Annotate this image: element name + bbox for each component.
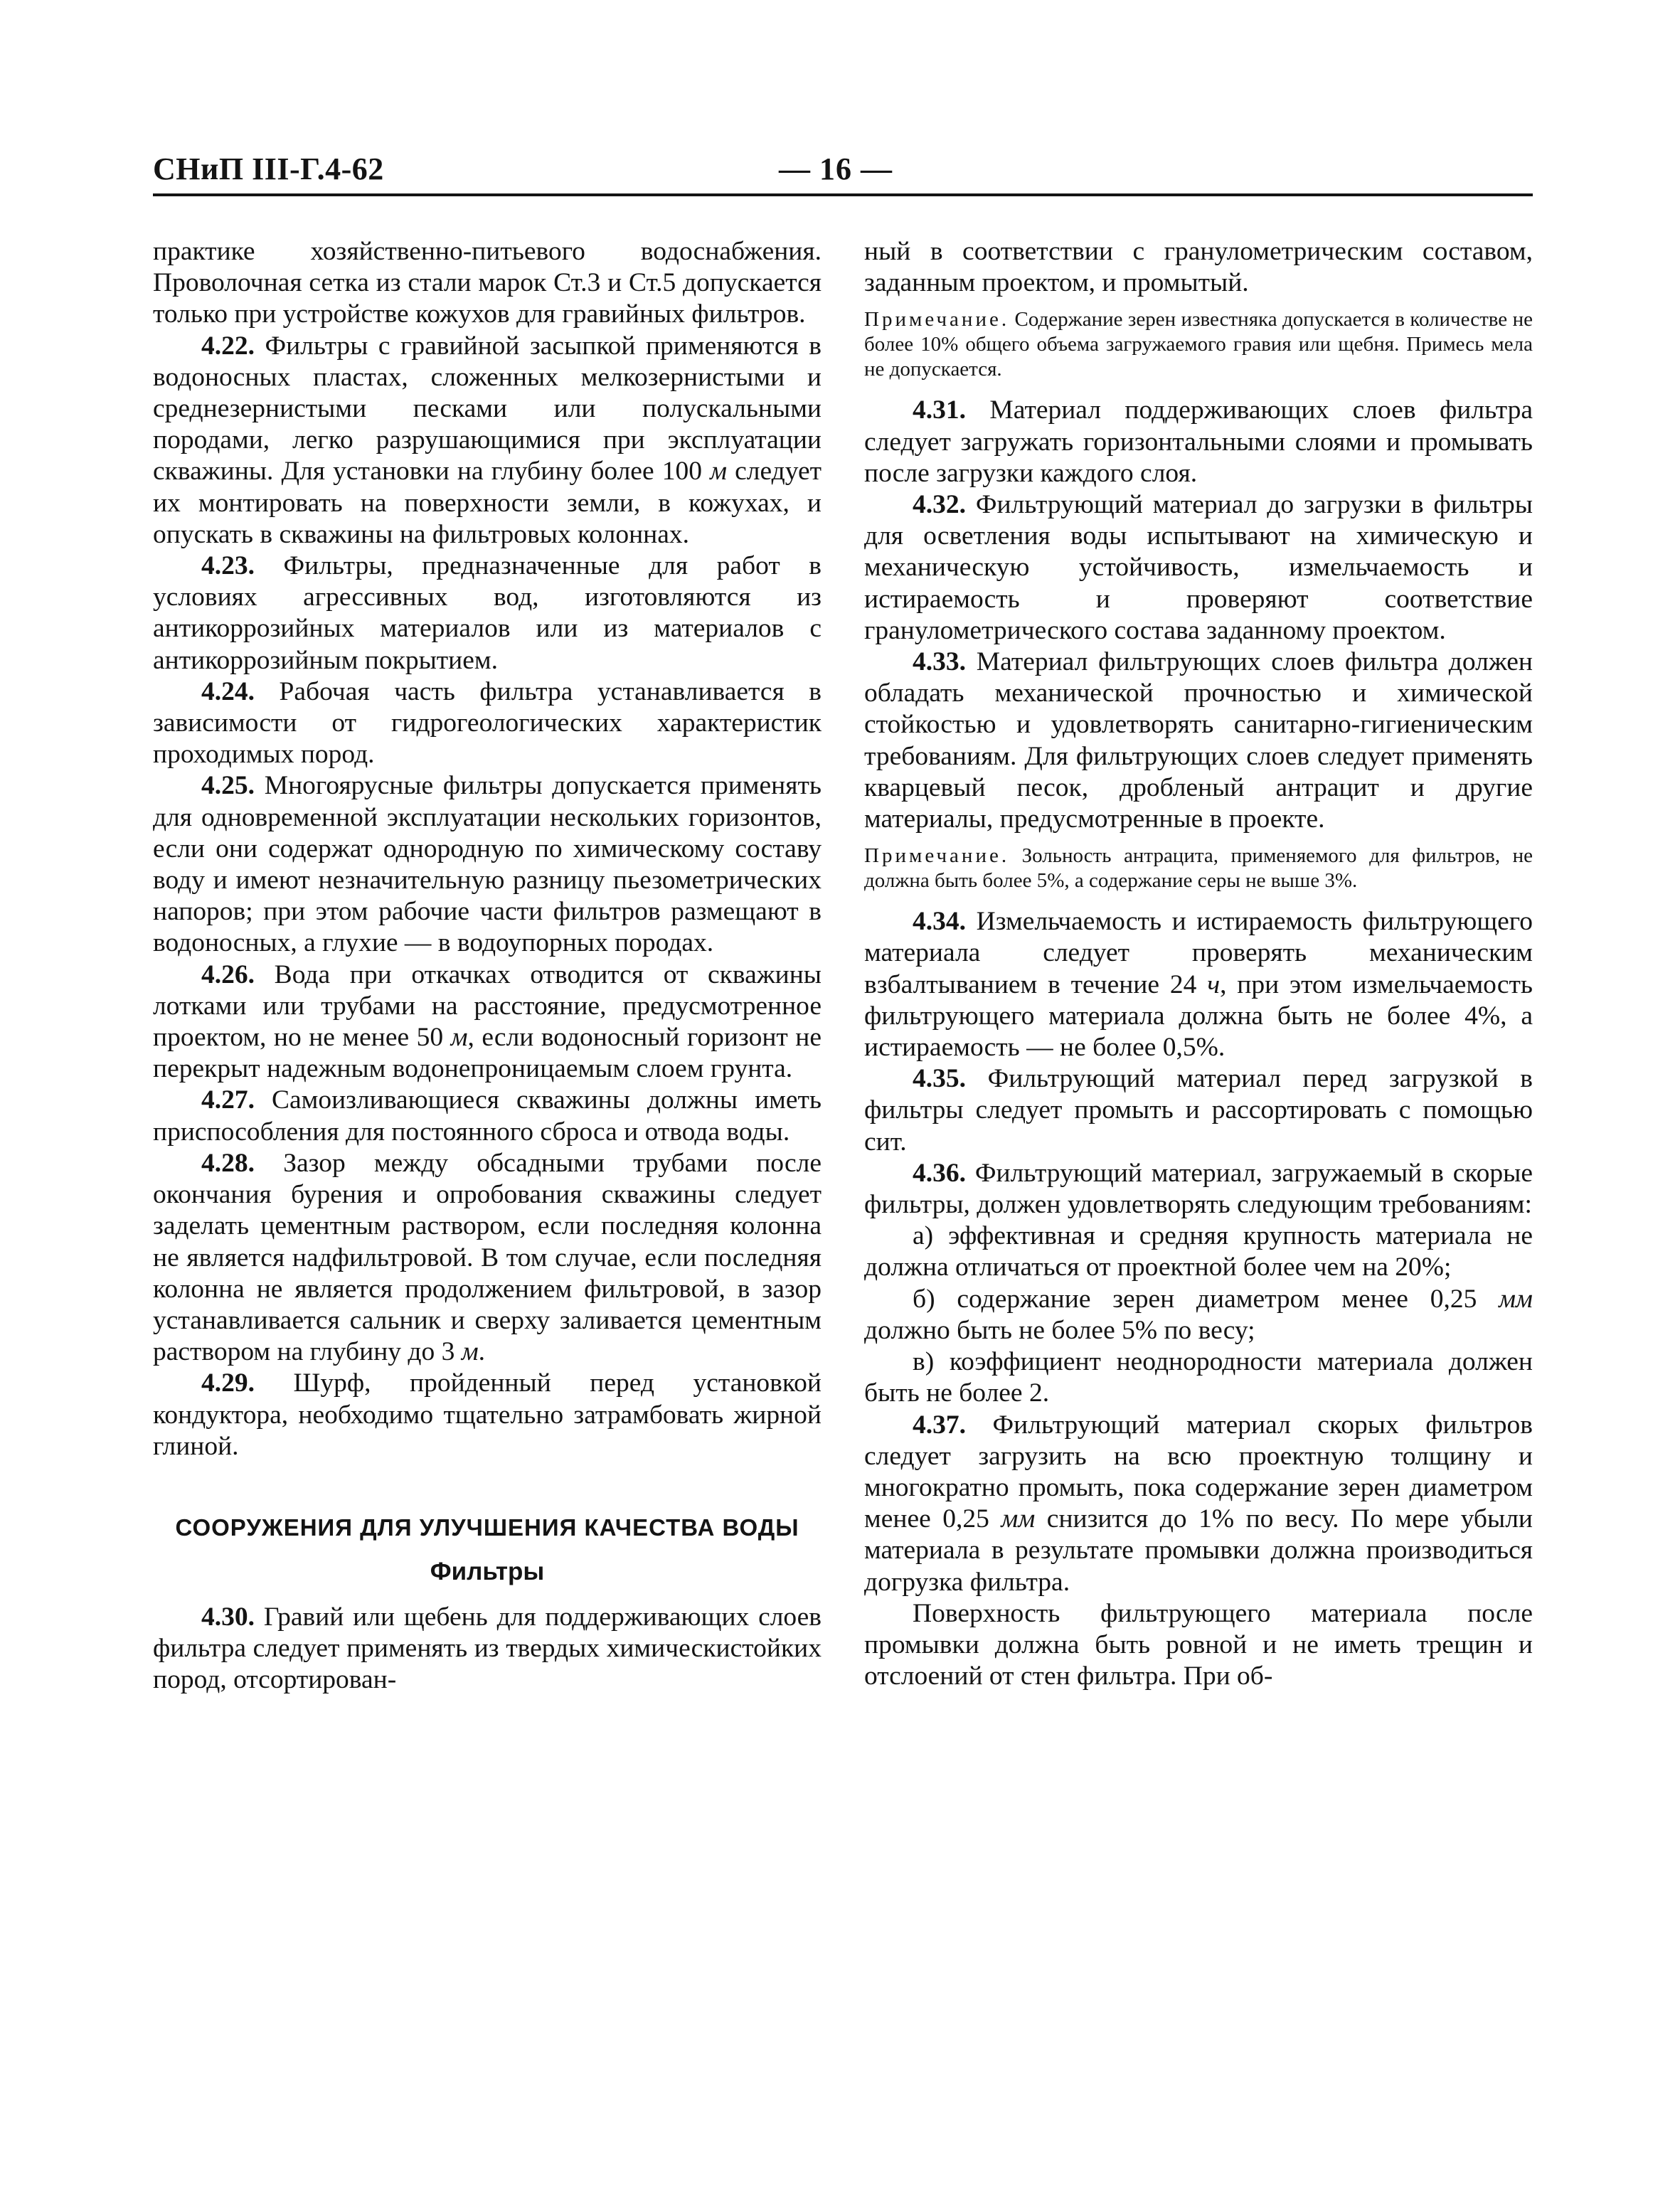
clause-number: 4.31. — [913, 395, 966, 425]
note-2: Примечание. Зольность антрацита, применяемого для фильтров, не должна быть более 5%, а содержание серы не выше 3%. — [864, 844, 1533, 893]
clause-number: 4.37. — [913, 1410, 966, 1440]
clause-number: 4.22. — [201, 331, 255, 361]
left-column — [153, 236, 822, 1696]
list-item-c: в) коэффициент неоднородности материала должен быть не более 2. — [864, 1347, 1533, 1408]
paragraph-4-37: 4.37. Фильтрующий материал скорых фильтров следует загрузить на всю проектную толщину и многократно промыть, пока содержание зерен диаметром менее 0,25 мм снизится до 1% по весу. По мере убыли материала в результате промывки должна производиться догрузка фильтра. — [864, 1410, 1533, 1597]
note-1: Примечание. Содержание зерен известняка допускается в количестве не более 10% общего объема загружаемого гравия или щебня. Примесь мела не допускается. — [864, 308, 1533, 381]
note-label: Примечание. — [864, 844, 1010, 868]
clause-number: 4.34. — [913, 907, 966, 937]
clause-number: 4.28. — [201, 1148, 255, 1178]
clause-number: 4.25. — [201, 771, 255, 801]
paragraph-4-31: 4.31. Материал поддерживающих слоев фильтра следует загружать горизонтальными слоями и промывать после загрузки каждого слоя. — [864, 395, 1533, 488]
clause-number: 4.23. — [201, 551, 255, 581]
paragraph-4-32: 4.32. Фильтрующий материал до загрузки в фильтры для осветления воды испытывают на химическую и механическую устойчивость, измельчаемость и истираемость и проверяют соответствие гранулометрического состава заданному проектом. — [864, 490, 1533, 645]
paragraph-4-34: 4.34. Измельчаемость и истираемость фильтрующего материала следует проверять механическим взбалтыванием в течение 24 ч, при этом измельчаемость фильтрующего материала должна быть не более 4%, а истираемость — не более 0,5%. — [864, 907, 1533, 1063]
paragraph-4-27: 4.27. Самоизливающиеся скважины должны иметь приспособления для постоянного сброса и отвода воды. — [153, 1085, 822, 1147]
clause-number: 4.24. — [201, 676, 255, 706]
paragraph-4-24: 4.24. Рабочая часть фильтра устанавливается в зависимости от гидрогеологических характеристик проходимых пород. — [153, 676, 822, 770]
header-rule — [153, 193, 1533, 196]
paragraph-continuation: практике хозяйственно-питьевого водоснабжения. Проволочная сетка из стали марок Ст.3 и Ст.5 допускается только при устройстве кожухов для гравийных фильтров. — [153, 237, 822, 329]
clause-number: 4.35. — [913, 1064, 966, 1094]
note-label: Примечание. — [864, 308, 1010, 331]
right-column — [864, 236, 1533, 1692]
clause-number: 4.32. — [913, 490, 966, 520]
paragraph-final: Поверхность фильтрующего материала после промывки должна быть ровной и не иметь трещин и отслоений от стен фильтра. При об- — [864, 1598, 1533, 1691]
paragraph-4-26: 4.26. Вода при откачках отводится от скважины лотками или трубами на расстояние, предусмотренное проектом, но не менее 50 м, если водоносный горизонт не перекрыт надежным водонепроницаемым слоем грунта. — [153, 959, 822, 1084]
document-code: СНиП III-Г.4-62 — [153, 151, 384, 186]
section-heading: СООРУЖЕНИЯ ДЛЯ УЛУЧШЕНИЯ КАЧЕСТВА ВОДЫ — [175, 1514, 799, 1541]
clause-number: 4.30. — [201, 1602, 255, 1632]
clause-number: 4.26. — [201, 959, 255, 989]
paragraph-4-29: 4.29. Шурф, пройденный перед установкой кондуктора, необходимо тщательно затрамбовать жирной глиной. — [153, 1368, 822, 1461]
paragraph-4-28: 4.28. Зазор между обсадными трубами после окончания бурения и опробования скважины следует заделать цементным раствором, если последняя колонна не является надфильтровой. В том случае, если последняя колонна не является продолжением фильтровой, в зазор устанавливается сальник и сверху заливается цементным раствором на глубину до 3 м. — [153, 1148, 822, 1367]
paragraph-4-35: 4.35. Фильтрующий материал перед загрузкой в фильтры следует промыть и рассортировать с помощью сит. — [864, 1064, 1533, 1157]
paragraph-4-23: 4.23. Фильтры, предназначенные для работ в условиях агрессивных вод, изготовляются из антикоррозийных материалов или из материалов с антикоррозийным покрытием. — [153, 551, 822, 675]
paragraph-4-33: 4.33. Материал фильтрующих слоев фильтра должен обладать механической прочностью и химической стойкостью и удовлетворять санитарно-гигиеническим требованиям. Для фильтрующих слоев следует применять кварцевый песок, дробленый антрацит и другие материалы, предусмотренные в проекте. — [864, 647, 1533, 834]
list-item-a: а) эффективная и средняя крупность материала не должна отличаться от проектной более чем на 20%; — [864, 1221, 1533, 1282]
paragraph-4-36: 4.36. Фильтрующий материал, загружаемый в скорые фильтры, должен удовлетворять следующим требованиям: — [864, 1158, 1533, 1220]
clause-number: 4.33. — [913, 647, 966, 677]
paragraph-continuation: ный в соответствии с гранулометрическим составом, заданным проектом, и промытый. — [864, 237, 1533, 298]
paragraph-4-30: 4.30. Гравий или щебень для поддерживающих слоев фильтра следует применять из твердых химическистойких пород, отсортирован- — [153, 1602, 822, 1695]
clause-number: 4.29. — [201, 1368, 255, 1398]
sub-heading: Фильтры — [430, 1557, 545, 1585]
page-number: — 16 — — [779, 151, 893, 186]
paragraph-4-25: 4.25. Многоярусные фильтры допускается применять для одновременной эксплуатации нескольких горизонтов, если они содержат однородную по химическому составу воду и имеют незначительную разницу пьезометрических напоров; при этом рабочие части фильтров размещают в водоносных, а глухие — в водоупорных породах. — [153, 771, 822, 958]
clause-number: 4.27. — [201, 1085, 255, 1115]
list-item-b: б) содержание зерен диаметром менее 0,25 мм должно быть не более 5% по весу; — [864, 1284, 1533, 1345]
paragraph-4-22: 4.22. Фильтры с гравийной засыпкой применяются в водоносных пластах, сложенных мелкозернистыми и среднезернистыми песками или полускальными породами, легко разрушающимися при эксплуатации скважины. Для установки на глубину более 100 м следует их монтировать на поверхности земли, в кожухах, и опускать в скважины на фильтровых колоннах. — [153, 331, 822, 549]
clause-number: 4.36. — [913, 1158, 966, 1188]
